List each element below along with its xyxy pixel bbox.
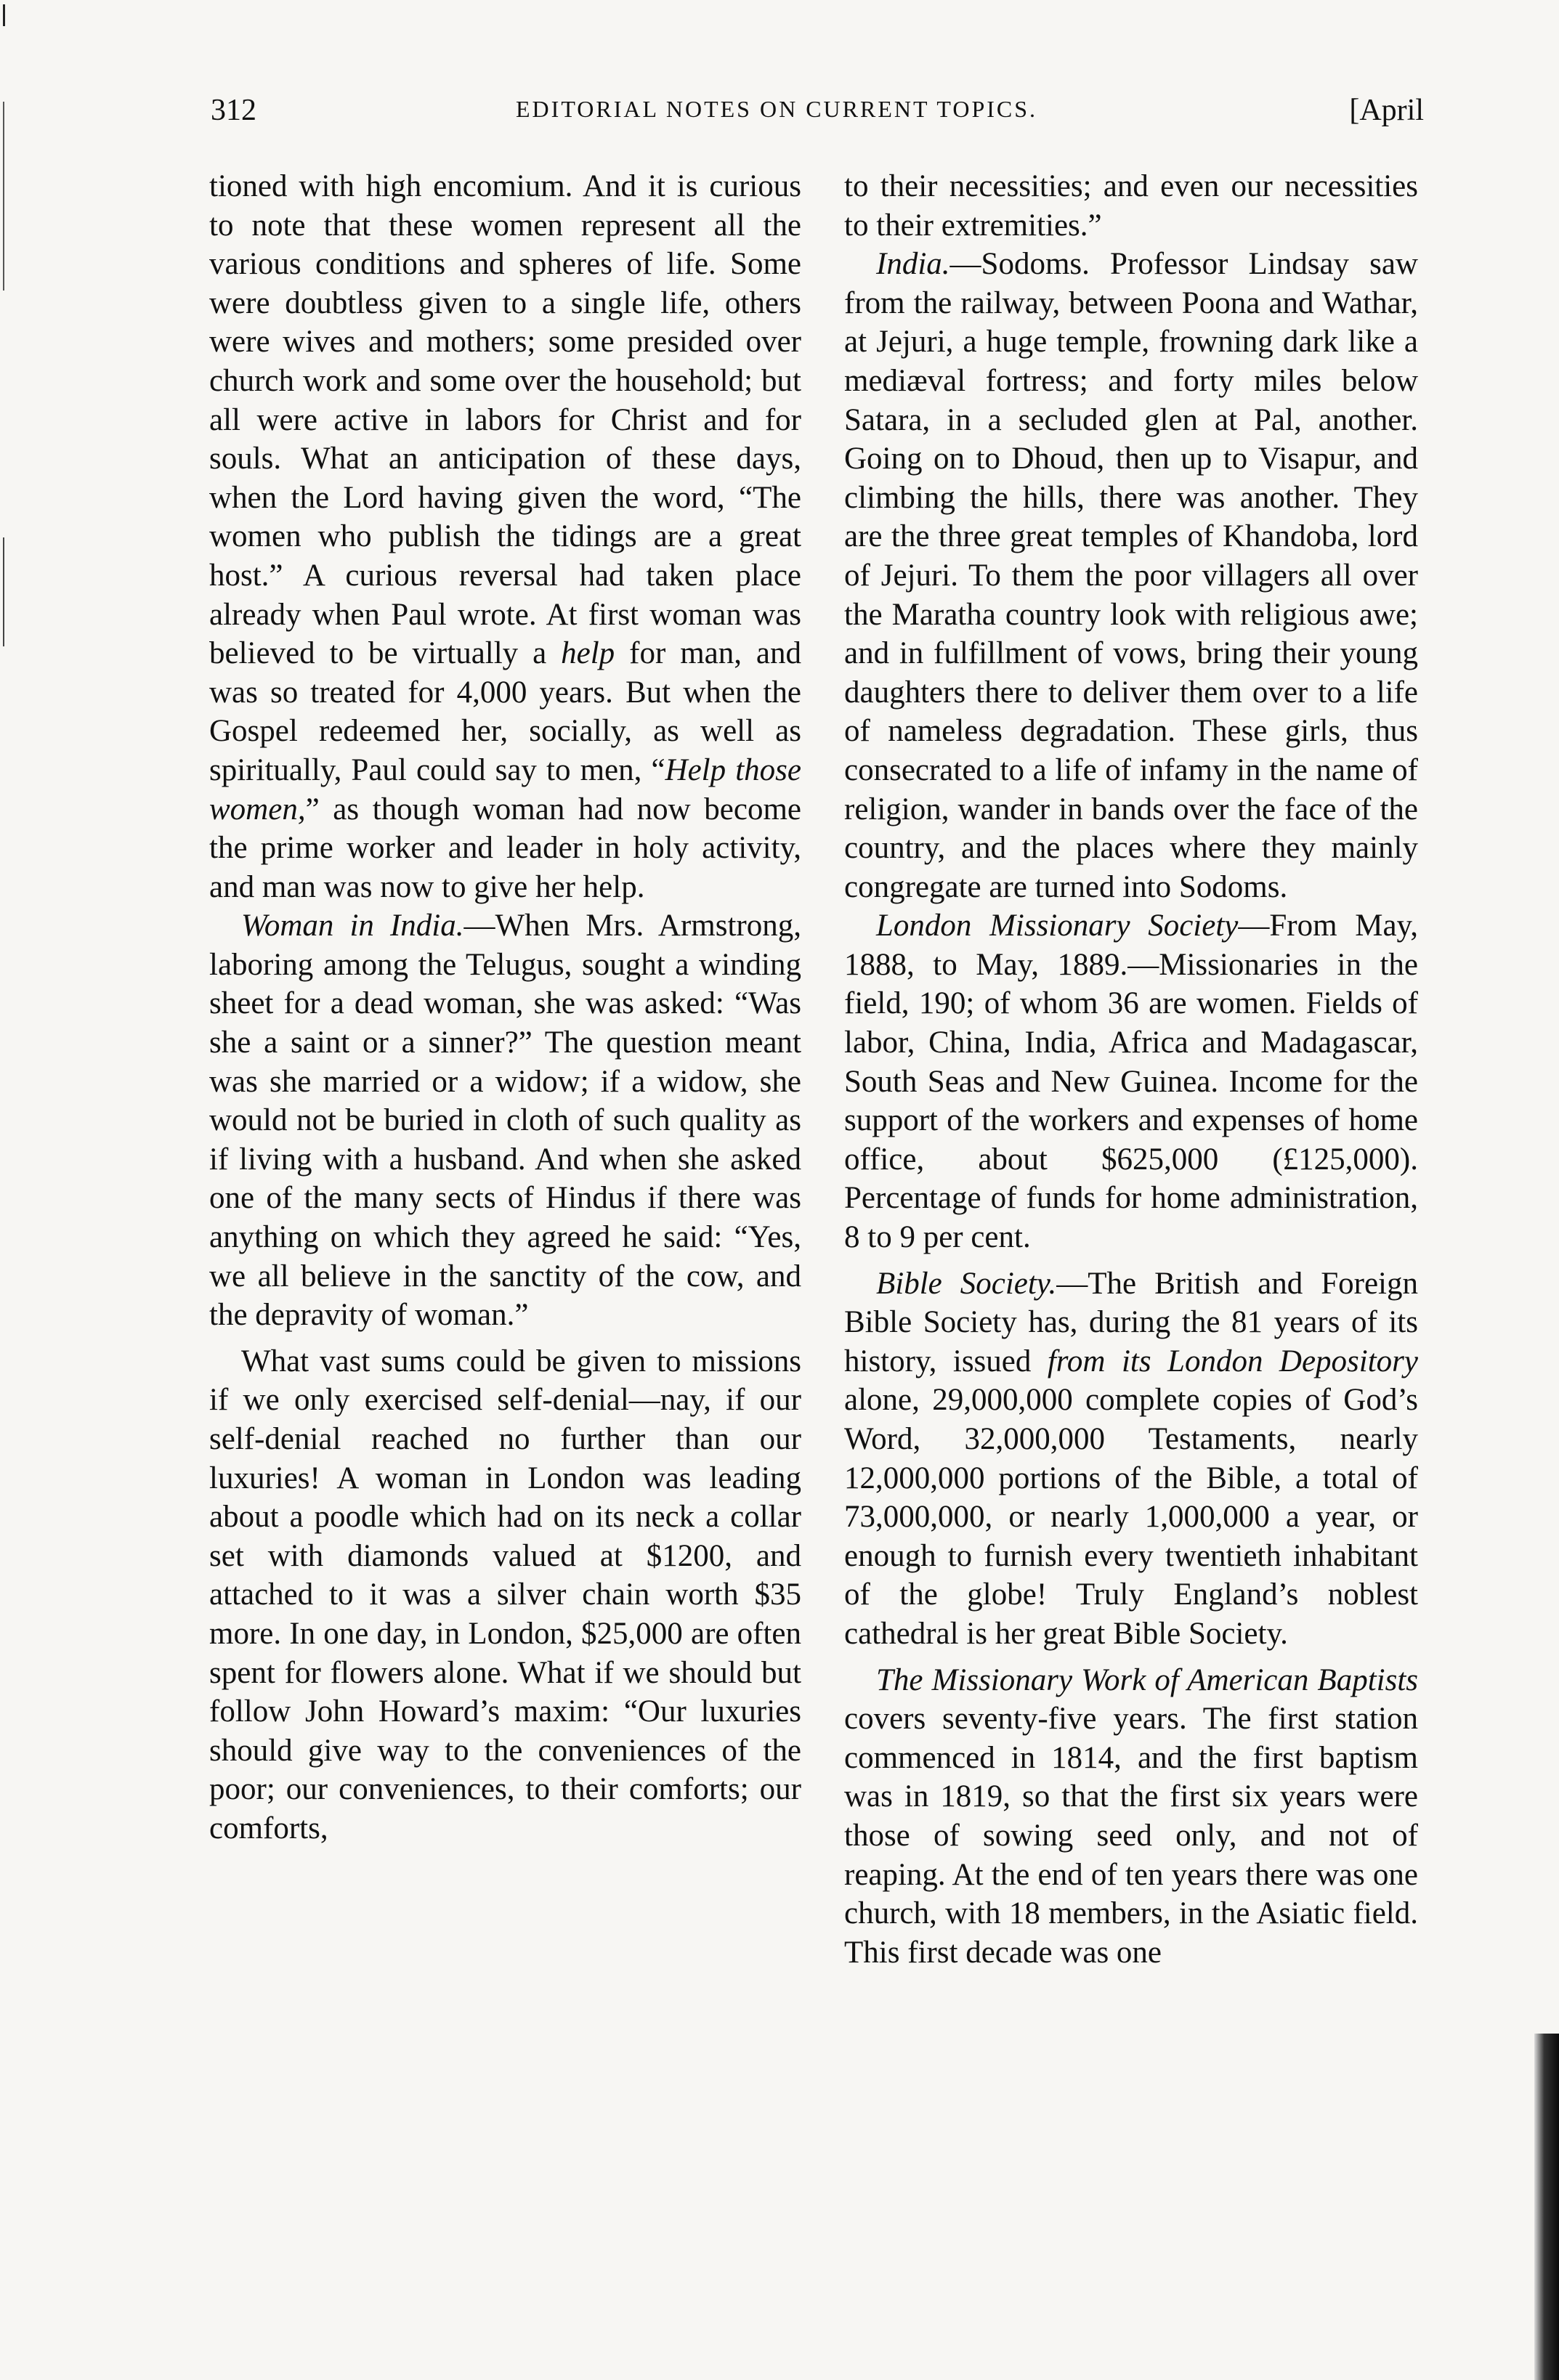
- paragraph-bible-society: Bible Society.—The British and Foreign Bible Society has, during the 81 years of its history, issued from its London Depository alone, 29,000,000 complete copies of God’s Word, 32,000,000 Testaments, nearly 12,000,000 portions of the Bible, a total of 73,000,000, or nearly 1,000,000 a year, or enough to furnish every twentieth inhabitant of the globe! Truly England’s noblest cathedral is her great Bible Society.: [844, 1266, 1419, 1651]
- scan-artifact: [3, 102, 4, 291]
- running-date: [April: [1349, 94, 1424, 127]
- page-header: [211, 93, 1424, 137]
- paragraph-american-baptists: The Missionary Work of American Baptists covers seventy-five years. The first station commenced in 1814, and the first baptism was in 1819, so that the first six years were those of sowing seed only, and not of reaping. At the end of ten years there was one church, with 18 members, in the Asiatic field. This first decade was one: [844, 1662, 1418, 1970]
- paragraph: to their necessities; and even our necessities to their extremities.”: [844, 169, 1418, 243]
- left-column: [209, 167, 801, 1848]
- scan-edge-shadow: [1534, 2034, 1559, 2380]
- paragraph-london-missionary-society: London Missionary Society—From May, 1888, to May, 1889.—Missionaries in the field, 190; of whom 36 are women. Fields of labor, China, India, Africa and Madagascar, South Seas and New Guinea. Income for the support of the workers and expenses of home office, about $625,000 (£125,000). Percentage of funds for home administration, 8 to 9 per cent.: [844, 909, 1418, 1255]
- paragraph-self-denial: What vast sums could be given to missions if we only exercised self-denial—nay, if our self-denial reached no further than our luxuries! A woman in London was leading about a poodle which had on its neck a collar set with diamonds valued at $1200, and attached to it was a silver chain worth $35 more. In one day, in London, $25,000 are often spent for flowers alone. What if we should but follow John Howard’s maxim: “Our luxuries should give way to the conveniences of the poor; our conveniences, to their comforts; our comforts,: [209, 1344, 801, 1845]
- paragraph-woman-in-india: Woman in India.—When Mrs. Armstrong, laboring among the Telugus, sought a winding sheet for a dead woman, she was asked: “Was she a saint or a sinner?” The question meant was she married or a widow; if a widow, she would not be buried in cloth of such quality as if living with a husband. And when she asked one of the many sects of Hindus if there was anything on which they agreed he said: “Yes, we all believe in the sanctity of the cow, and the depravity of woman.”: [209, 909, 802, 1333]
- running-title: EDITORIAL NOTES ON CURRENT TOPICS.: [516, 96, 1038, 122]
- page-number: 312: [211, 94, 256, 127]
- paragraph-india-sodoms: India.—Sodoms. Professor Lindsay saw from the railway, between Poona and Wathar, at Jejuri, a huge temple, frowning dark like a mediæval fortress; and forty miles below Satara, in a secluded glen at Pal, another. Going on to Dhoud, then up to Visapur, and climbing the hills, there was another. They are the three great temples of Khandoba, lord of Jejuri. To them the poor villagers all over the Maratha country look with religious awe; and in fulfillment of vows, bring their young daughters there to deliver them over to a life of nameless degradation. These girls, thus consecrated to a life of infamy in the name of religion, wander in bands over the face of the country, and the places where they mainly congregate are turned into Sodoms.: [844, 247, 1418, 904]
- paragraph: tioned with high encomium. And it is curious to note that these women represent all the various conditions and spheres of life. Some were doubtless given to a single life, others were wives and mothers; some presided over church work and some over the household; but all were active in labors for Christ and for souls. What an anticipation of these days, when the Lord having given the word, “The women who publish the tidings are a great host.” A curious reversal had taken place already when Paul wrote. At first woman was believed to be virtually a help for man, and was so treated for 4,000 years. But when the Gospel redeemed her, socially, as well as spiritually, Paul could say to men, “Help those women,” as though woman had now become the prime worker and leader in holy activity, and man was now to give her help.: [209, 169, 801, 904]
- right-column: [844, 167, 1418, 1972]
- scan-artifact: [3, 537, 4, 646]
- scan-artifact: [3, 4, 5, 26]
